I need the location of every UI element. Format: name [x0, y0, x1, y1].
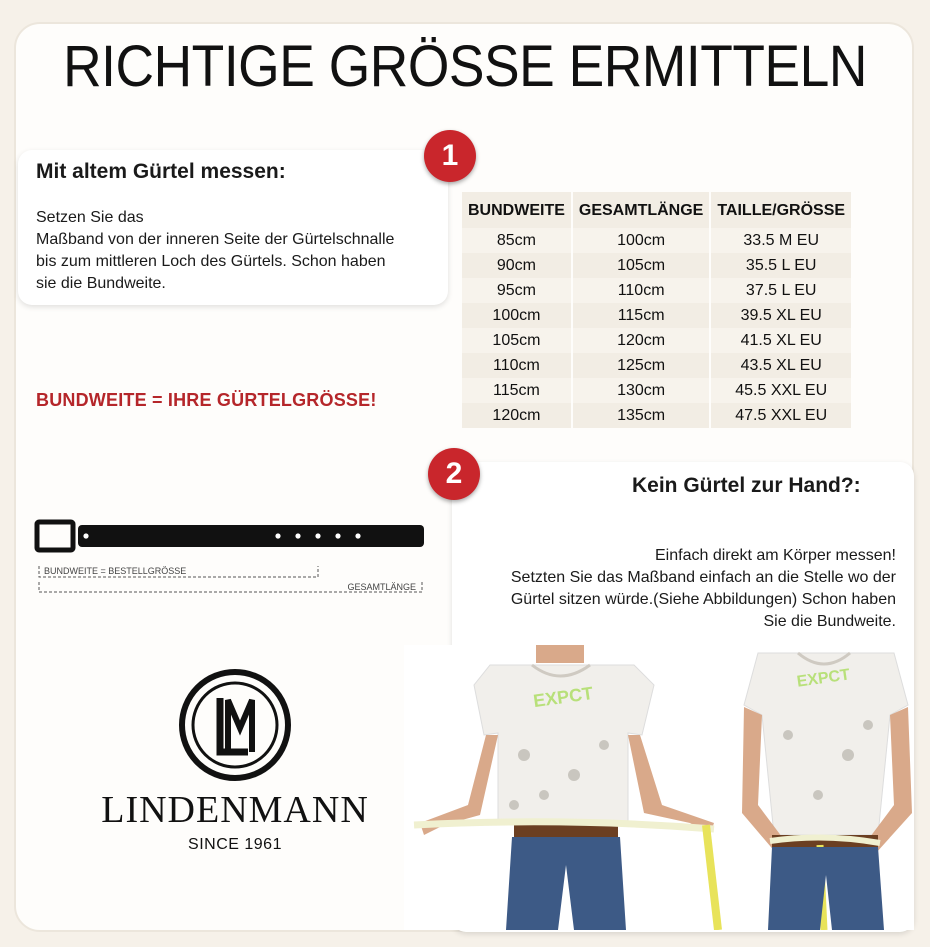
- cell-bundweite: 90cm: [462, 253, 571, 278]
- table-row: [462, 303, 851, 328]
- cell-taille: 43.5 XL EU: [711, 353, 851, 378]
- page-title: RICHTIGE GRÖSSE ERMITTELN: [63, 34, 867, 99]
- cell-taille: 45.5 XXL EU: [711, 378, 851, 403]
- section1-line: sie die Bundweite.: [36, 275, 166, 292]
- belt-hole: [335, 533, 340, 538]
- cell-bundweite: 120cm: [462, 403, 571, 428]
- cell-gesamtlaenge: 105cm: [573, 253, 709, 278]
- svg-text:EXPCT: EXPCT: [795, 666, 851, 691]
- svg-text:EXPCT: EXPCT: [532, 682, 595, 712]
- belt-hole: [275, 533, 280, 538]
- brand-name: LINDENMANN: [101, 789, 369, 831]
- cell-gesamtlaenge: 130cm: [573, 378, 709, 403]
- col-header-gesamtlaenge: GESAMTLÄNGE: [573, 192, 709, 228]
- brand-since: SINCE 1961: [188, 836, 282, 853]
- cell-taille: 39.5 XL EU: [711, 303, 851, 328]
- step-2-badge: 2: [428, 448, 480, 500]
- cell-taille: 41.5 XL EU: [711, 328, 851, 353]
- section1-line: bis zum mittleren Loch des Gürtels. Schon haben: [36, 253, 386, 270]
- cell-gesamtlaenge: 120cm: [573, 328, 709, 353]
- section1-line: Setzen Sie das: [36, 209, 144, 226]
- section2-line: Setzten Sie das Maßband einfach an die Stelle wo der: [510, 569, 896, 586]
- cell-bundweite: 115cm: [462, 378, 571, 403]
- section1-text: [36, 207, 446, 295]
- section2-text: [456, 545, 896, 633]
- section1-heading: Mit altem Gürtel messen:: [36, 160, 286, 183]
- cell-gesamtlaenge: 135cm: [573, 403, 709, 428]
- cell-bundweite: 110cm: [462, 353, 571, 378]
- table-row: [462, 353, 851, 378]
- col-header-bundweite: BUNDWEITE: [462, 192, 571, 228]
- cell-taille: 47.5 XXL EU: [711, 403, 851, 428]
- belt-rivet: [83, 533, 88, 538]
- cell-taille: 35.5 L EU: [711, 253, 851, 278]
- table-row: [462, 228, 851, 253]
- dimension-label-bundweite: BUNDWEITE = BESTELLGRÖSSE: [44, 566, 187, 576]
- cell-bundweite: 95cm: [462, 278, 571, 303]
- cell-bundweite: 85cm: [462, 228, 571, 253]
- cell-bundweite: 100cm: [462, 303, 571, 328]
- size-table: [460, 192, 853, 428]
- belt-hole: [295, 533, 300, 538]
- table-row: [462, 278, 851, 303]
- brand-logo-monogram: [178, 668, 292, 782]
- table-row: [462, 403, 851, 428]
- cell-gesamtlaenge: 115cm: [573, 303, 709, 328]
- table-row: [462, 328, 851, 353]
- cell-bundweite: 105cm: [462, 328, 571, 353]
- photo-side-measuring: [728, 645, 914, 930]
- cell-gesamtlaenge: 100cm: [573, 228, 709, 253]
- cell-taille: 33.5 M EU: [711, 228, 851, 253]
- cell-gesamtlaenge: 125cm: [573, 353, 709, 378]
- section2-heading: Kein Gürtel zur Hand?:: [632, 474, 861, 497]
- photo-front-measuring: [404, 645, 722, 930]
- logo-monogram-text: LM: [234, 728, 236, 729]
- table-row: [462, 253, 851, 278]
- belt-dimension-lines: [34, 560, 428, 600]
- belt-illustration: [34, 518, 428, 554]
- table-row: [462, 378, 851, 403]
- section2-line: Sie die Bundweite.: [763, 613, 896, 630]
- cell-taille: 37.5 L EU: [711, 278, 851, 303]
- belt-hole: [355, 533, 360, 538]
- belt-buckle: [37, 522, 73, 550]
- section2-line: Gürtel sitzen würde.(Siehe Abbildungen) Schon haben: [510, 591, 896, 608]
- belt-hole: [315, 533, 320, 538]
- col-header-taille: TAILLE/GRÖSSE: [711, 192, 851, 228]
- dimension-label-gesamtlaenge: GESAMTLÄNGE: [347, 582, 416, 592]
- section2-line: Einfach direkt am Körper messen!: [655, 547, 896, 564]
- section1-line: Maßband von der inneren Seite der Gürtelschnalle: [36, 231, 395, 248]
- size-highlight-note: BUNDWEITE = IHRE GÜRTELGRÖSSE!: [36, 390, 377, 410]
- step-1-badge: 1: [424, 130, 476, 182]
- cell-gesamtlaenge: 110cm: [573, 278, 709, 303]
- table-header-row: [462, 192, 851, 228]
- belt-strap: [78, 525, 424, 547]
